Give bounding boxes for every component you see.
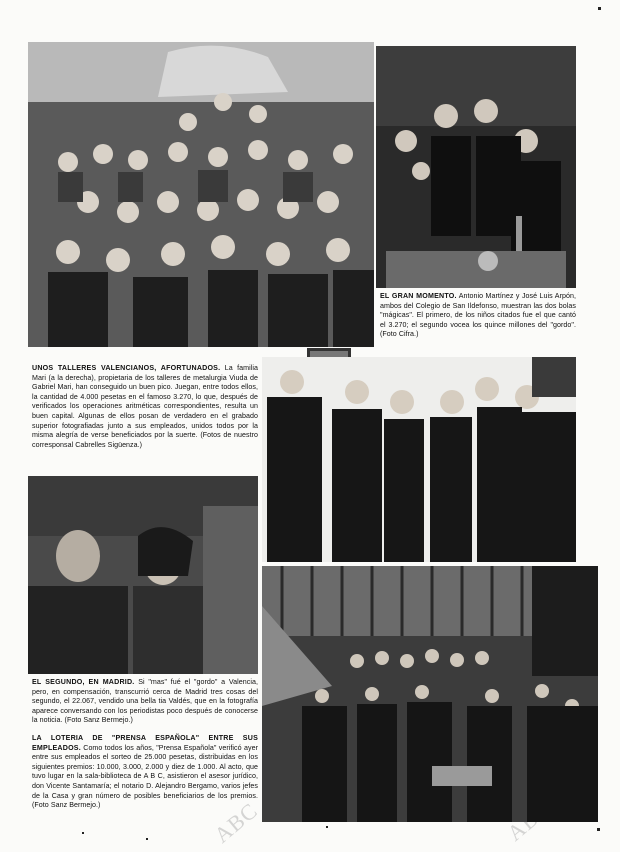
- caption-loteria-title: LA LOTERIA DE "PRENSA ESPAÑOLA" ENTRE SUS EMPLEADOS.: [32, 734, 258, 752]
- speck: [597, 828, 600, 831]
- speck: [326, 826, 328, 828]
- caption-loteria: [32, 734, 258, 811]
- caption-talleres-body: La familia Mari (a la derecha), propietaria de los talleres de metalurgia Viuda de Gabriel Mari, han conseguido un buen pico. Juegan, entre todos ellos, la cantidad de 4.000 pesetas en el famoso 3.270, lo que, después de verificados los operaciones aritméticas correspondientes, resulta un buen capital. Algunas de ellos posan de verdadero en el grabado superior fotografiadas junto a sus empleados, unidos todos por la misma alegría de verse beneficiados por la suerte. (Fotos de nuestro corresponsal Cabrelles Sigüenza.): [32, 364, 258, 449]
- caption-segundo-title: EL SEGUNDO, EN MADRID.: [32, 678, 135, 686]
- photo-lottery-draw: [376, 46, 576, 288]
- speck: [146, 838, 148, 840]
- caption-segundo: [32, 678, 258, 726]
- caption-gran-momento-title: EL GRAN MOMENTO.: [380, 292, 457, 300]
- photo-prensa-espanola-draw: [262, 566, 598, 822]
- photo-mari-family: [262, 357, 576, 562]
- speck: [82, 832, 84, 834]
- caption-gran-momento: [380, 292, 576, 340]
- caption-talleres: [32, 364, 258, 450]
- speck: [598, 7, 601, 10]
- photo-workers-group: [28, 42, 374, 347]
- caption-segundo-body: Si "mas" fué el "gordo" a Valencia, pero, en compensación, transcurrió cerca de Madrid tres cosas del segundo, el 22.067, vendido una bella tia Valdés, que en la fotografía aparece conversando con los periodistas poco después de conocerse la noticia. (Foto Sanz Bermejo.): [32, 678, 258, 725]
- photo-madrid-winner: [28, 476, 258, 674]
- caption-gran-momento-body: Antonio Martínez y José Luis Arpón, ambos del Colegio de San Ildefonso, muestran las dos bolas "mágicas". El primero, de los niños citados fue el que cantó el 3.270; el segundo vocea los quince millones del "gordo". (Foto Cifra.): [380, 292, 576, 339]
- caption-loteria-body: Como todos los años, "Prensa Española" verificó ayer entre sus empleados el sorteo de 25.000 pesetas, distribuidas en los siguientes premios: 10.000, 3.000, 2.000 y diez de 1.000. Al acto, que tuvo lugar en la sala-biblioteca de A B C, asistieron el asesor jurídico, don Vicente Santamaría; el notario D. Alejandro Bergamo, varios jefes de la Casa y gran número de posibles beneficiarios de los premios. (Foto Sanz Bermejo.): [32, 743, 258, 810]
- caption-talleres-title: UNOS TALLERES VALENCIANOS, AFORTUNADOS.: [32, 364, 221, 372]
- watermark-bottom-left: ABC: [209, 797, 263, 848]
